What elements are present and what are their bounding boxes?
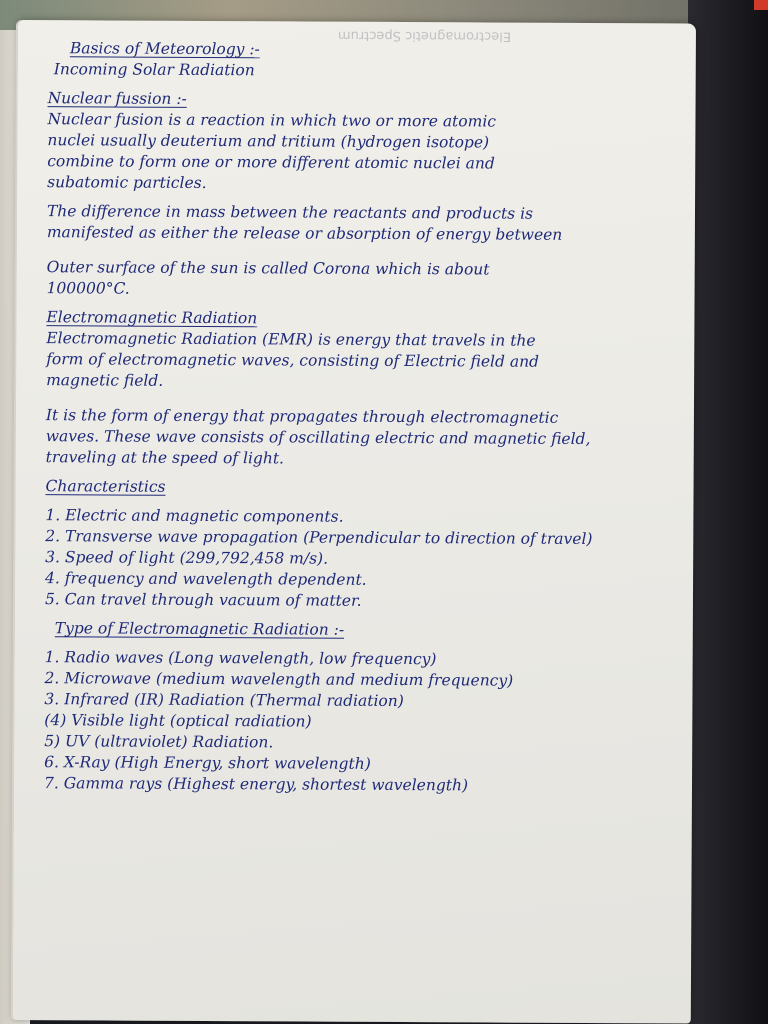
type-item: 7. Gamma rays (Highest energy, shortest wavelength)	[43, 774, 469, 795]
type-item: 6. X-Ray (High Energy, short wavelength)	[44, 753, 371, 773]
type-item: 5) UV (ultraviolet) Radiation.	[44, 732, 274, 752]
emr-line: waves. These wave consists of oscillating electric and magnetic field,	[45, 427, 591, 449]
handwritten-notes	[44, 38, 688, 797]
nuclear-line: Nuclear fusion is a reaction in which two or more atomic	[47, 110, 497, 131]
emr-line: It is the form of energy that propagates through electromagnetic	[45, 406, 559, 427]
nuclear-line: subatomic particles.	[47, 173, 207, 192]
emr-line: traveling at the speed of light.	[45, 448, 285, 468]
emr-line: Electromagnetic Radiation (EMR) is energy that travels in the	[46, 329, 536, 350]
nuclear-line: combine to form one or more different atomic nuclei and	[47, 152, 495, 173]
page-subtitle: Incoming Solar Radiation	[53, 60, 255, 80]
mass-difference-line: The difference in mass between the reactants and products is	[46, 202, 534, 223]
emr-line: form of electromagnetic waves, consisting of Electric field and	[46, 350, 540, 371]
page-title: Basics of Meteorology :-	[69, 39, 260, 59]
corona-line: 100000°C.	[46, 279, 130, 298]
emr-heading: Electromagnetic Radiation	[46, 308, 258, 328]
corona-line: Outer surface of the sun is called Corona which is about	[46, 258, 490, 279]
characteristic-item: 5. Can travel through vacuum of matter.	[44, 590, 362, 610]
mass-difference-line: manifested as either the release or absorption of energy between	[46, 223, 563, 244]
nuclear-fusion-heading: Nuclear fussion :-	[47, 89, 187, 108]
characteristic-item: 1. Electric and magnetic components.	[45, 506, 344, 526]
notebook-page	[13, 20, 696, 1024]
background-dark-edge	[688, 0, 768, 1024]
type-item: 1. Radio waves (Long wavelength, low frequency)	[44, 648, 437, 669]
background-red-mark	[754, 0, 768, 10]
types-heading: Type of Electromagnetic Radiation :-	[54, 619, 345, 639]
characteristic-item: 4. frequency and wavelength dependent.	[45, 569, 367, 589]
bleed-through-text: Electromagnetic Spectrum	[337, 27, 512, 44]
type-item: (4) Visible light (optical radiation)	[44, 711, 312, 731]
type-item: 3. Infrared (IR) Radiation (Thermal radiation)	[44, 690, 404, 711]
nuclear-line: nuclei usually deuterium and tritium (hydrogen isotope)	[47, 131, 490, 152]
type-item: 2. Microwave (medium wavelength and medium frequency)	[44, 669, 514, 690]
characteristic-item: 2. Transverse wave propagation (Perpendicular to direction of travel)	[45, 527, 593, 549]
emr-line: magnetic field.	[46, 371, 164, 390]
characteristics-heading: Characteristics	[45, 477, 166, 496]
characteristic-item: 3. Speed of light (299,792,458 m/s).	[45, 548, 329, 568]
